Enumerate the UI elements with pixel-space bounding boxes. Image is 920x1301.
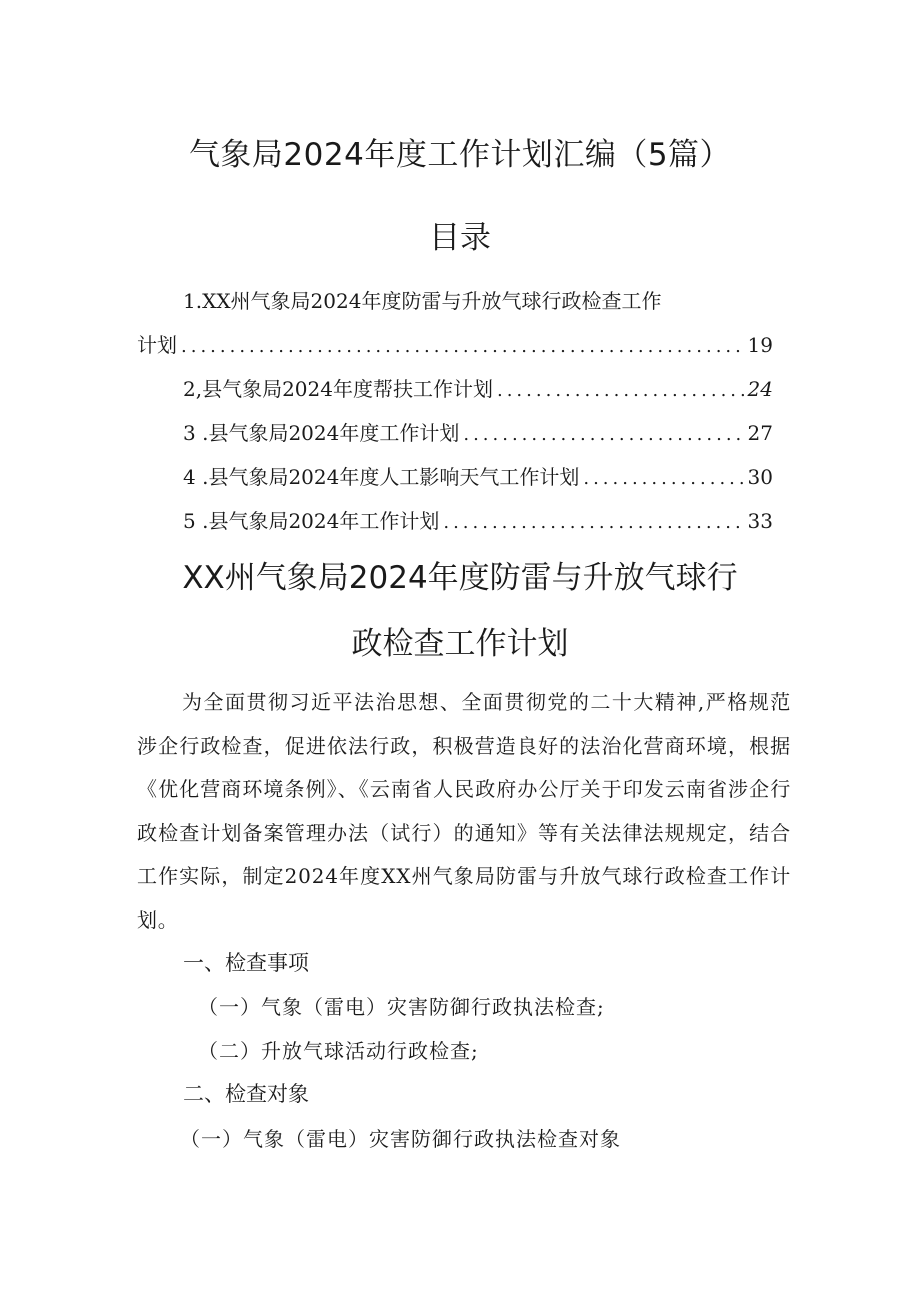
toc-entry-5[interactable] [183, 506, 773, 538]
toc-entry-1-line1[interactable]: 1.XX州气象局2024年度防雷与升放气球行政检查工作 [183, 289, 662, 313]
section-title-line2: 政检查工作计划 [351, 626, 569, 662]
document-title: 气象局2024年度工作计划汇编（5篇） [188, 137, 732, 173]
toc-leader-dots [497, 376, 744, 406]
toc-entry-label: 计划 [137, 333, 177, 357]
toc-leader-dots [463, 420, 743, 450]
toc-entry-2[interactable] [183, 374, 773, 406]
toc-page-number: 24 [747, 377, 773, 401]
inspection-item-1: （一）气象（雷电）灾害防御行政执法检查; [198, 995, 605, 1019]
toc-entry-4[interactable] [183, 462, 773, 494]
inspection-item-2: （二）升放气球活动行政检查; [198, 1039, 479, 1063]
section-title-line1: XX州气象局2024年度防雷与升放气球行 [182, 560, 738, 596]
toc-title: 目录 [429, 220, 491, 256]
toc-entry-3[interactable] [183, 418, 773, 450]
toc-leader-dots [443, 508, 743, 538]
inspection-target-1: （一）气象（雷电）灾害防御行政执法检查对象 [180, 1127, 621, 1151]
toc-leader-dots [583, 464, 743, 494]
heading-inspection-targets: 二、检查对象 [183, 1082, 309, 1106]
toc-entry-label: 4 .县气象局2024年度人工影响天气工作计划 [183, 465, 580, 489]
toc-entry-label: 3 .县气象局2024年度工作计划 [183, 421, 460, 445]
intro-paragraph: 为全面贯彻习近平法治思想、全面贯彻党的二十大精神,严格规范涉企行政检查，促进依法行政，积极营造良好的法治化营商环境，根据《优化营商环境条例》、《云南省人民政府办公厅关于印发云南省涉企行政检查计划备案管理办法（试行）的通知》等有关法律法规规定，结合工作实际，制定2024年度XX州气象局防雷与升放气球行政检查工作计划。 [137, 690, 791, 932]
toc-page-number: 19 [747, 333, 773, 357]
toc-entry-1[interactable] [137, 330, 773, 362]
toc-entry-label: 5 .县气象局2024年工作计划 [183, 509, 440, 533]
toc-entry-label: 2,县气象局2024年度帮扶工作计划 [183, 377, 493, 401]
toc-page-number: 30 [747, 465, 773, 489]
toc-page-number: 27 [747, 421, 773, 445]
heading-inspection-items: 一、检查事项 [183, 951, 309, 975]
toc-page-number: 33 [747, 509, 773, 533]
toc-leader-dots [181, 332, 744, 362]
